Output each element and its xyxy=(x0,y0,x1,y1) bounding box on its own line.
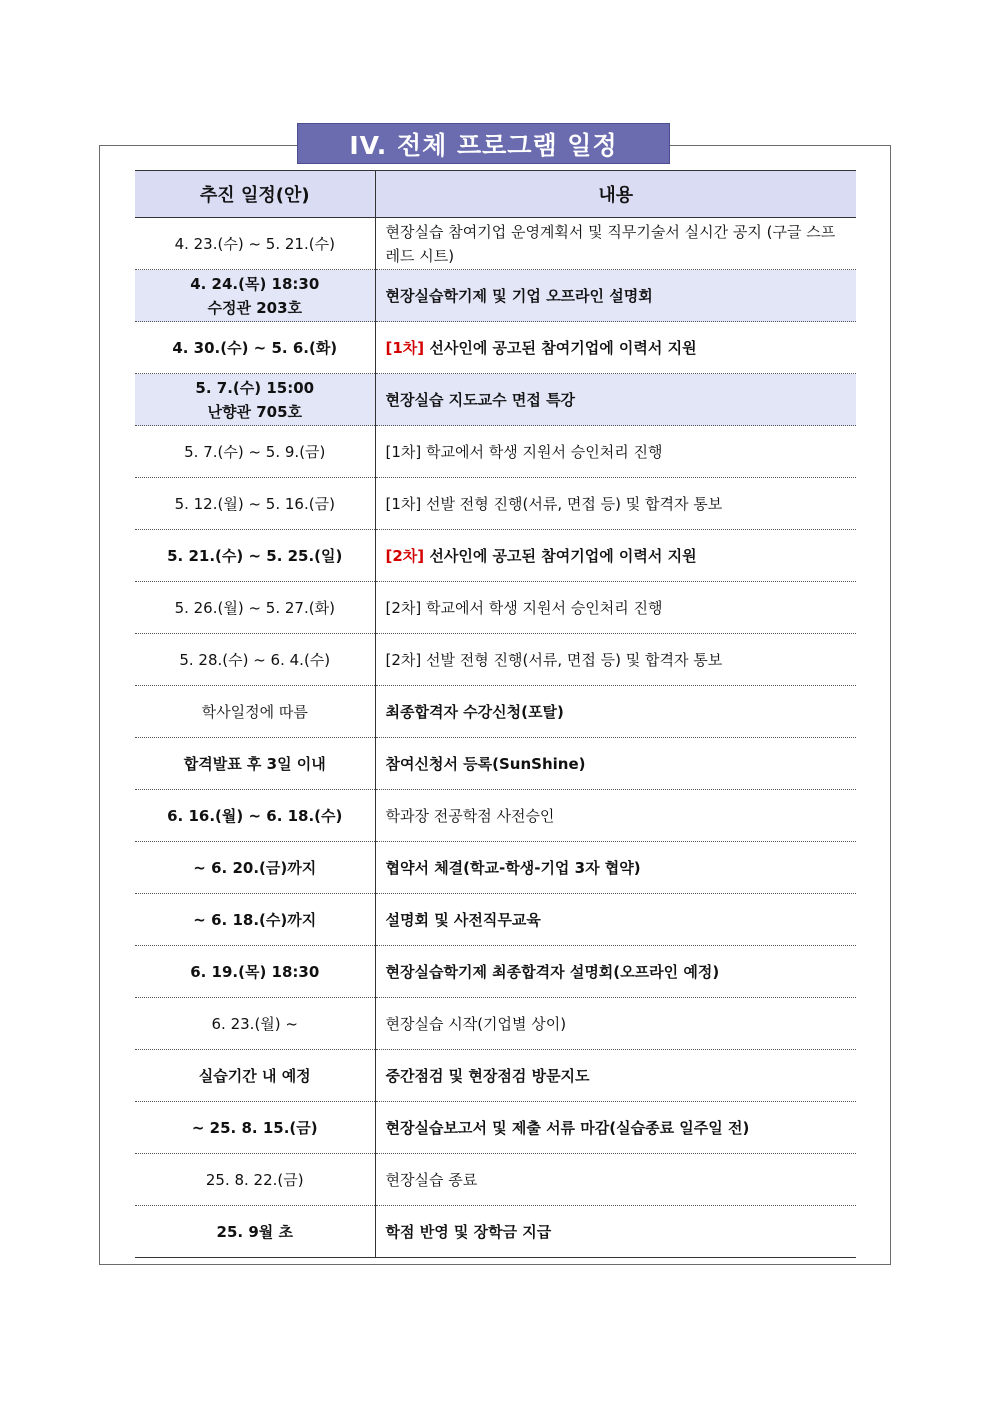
table-row xyxy=(135,582,856,634)
content-text: 현장실습 지도교수 면접 특강 xyxy=(385,390,576,409)
schedule-content xyxy=(375,478,856,530)
table-row xyxy=(135,1206,856,1258)
section-title: IV. 전체 프로그램 일정 xyxy=(297,123,670,164)
schedule-content xyxy=(375,426,856,478)
content-text: 협약서 체결(학교-학생-기업 3자 협약) xyxy=(385,858,641,877)
table-row xyxy=(135,1050,856,1102)
table-row xyxy=(135,686,856,738)
schedule-date xyxy=(135,946,375,998)
schedule-content xyxy=(375,530,856,582)
content-text: 학점 반영 및 장학금 지급 xyxy=(385,1222,552,1241)
date-line: 5. 26.(월) ~ 5. 27.(화) xyxy=(174,598,335,617)
schedule-date xyxy=(135,322,375,374)
schedule-date xyxy=(135,998,375,1050)
table-row xyxy=(135,842,856,894)
content-text: 현장실습 종료 xyxy=(385,1170,478,1189)
table-row xyxy=(135,998,856,1050)
schedule-date xyxy=(135,270,375,322)
schedule-date xyxy=(135,374,375,426)
content-text: 현장실습 참여기업 운영계획서 및 직무기술서 실시간 공지 (구글 스프레드 시트) xyxy=(385,222,836,265)
date-line: 4. 23.(수) ~ 5. 21.(수) xyxy=(174,234,335,253)
date-line: 6. 19.(목) 18:30 xyxy=(190,962,320,981)
date-line: 학사일정에 따름 xyxy=(201,702,308,721)
location-line: 난향관 705호 xyxy=(207,402,302,421)
date-line: 합격발표 후 3일 이내 xyxy=(183,754,326,773)
content-text: [1차] 학교에서 학생 지원서 승인처리 진행 xyxy=(385,442,663,461)
schedule-content xyxy=(375,582,856,634)
date-line: 실습기간 내 예정 xyxy=(198,1066,311,1085)
schedule-date xyxy=(135,842,375,894)
table-row xyxy=(135,478,856,530)
content-text: 선사인에 공고된 참여기업에 이력서 지원 xyxy=(424,546,697,565)
schedule-date xyxy=(135,1050,375,1102)
content-text: 최종합격자 수강신청(포탈) xyxy=(385,702,564,721)
date-line: 5. 21.(수) ~ 5. 25.(일) xyxy=(167,546,343,565)
schedule-content xyxy=(375,374,856,426)
table-row xyxy=(135,322,856,374)
schedule-content xyxy=(375,218,856,270)
table-row xyxy=(135,946,856,998)
table-header-row xyxy=(135,171,856,218)
content-text: 현장실습 시작(기업별 상이) xyxy=(385,1014,567,1033)
date-line: 5. 12.(월) ~ 5. 16.(금) xyxy=(174,494,335,513)
table-row xyxy=(135,270,856,322)
content-text: 중간점검 및 현장점검 방문지도 xyxy=(385,1066,590,1085)
schedule-content xyxy=(375,686,856,738)
schedule-content xyxy=(375,634,856,686)
table-row xyxy=(135,1154,856,1206)
content-text: 학과장 전공학점 사전승인 xyxy=(385,806,555,825)
date-line: ~ 6. 18.(수)까지 xyxy=(193,910,317,929)
table-row xyxy=(135,374,856,426)
schedule-content xyxy=(375,1154,856,1206)
schedule-content xyxy=(375,270,856,322)
schedule-content xyxy=(375,1206,856,1258)
date-line: 6. 16.(월) ~ 6. 18.(수) xyxy=(167,806,343,825)
date-line: ~ 25. 8. 15.(금) xyxy=(191,1118,318,1137)
table-row xyxy=(135,790,856,842)
date-line: 5. 7.(수) 15:00 xyxy=(195,378,315,397)
header-date: 추진 일정(안) xyxy=(135,171,375,218)
schedule-content xyxy=(375,322,856,374)
round-tag: [1차] xyxy=(385,338,425,357)
schedule-date xyxy=(135,478,375,530)
table-row xyxy=(135,634,856,686)
header-content: 내용 xyxy=(375,171,856,218)
schedule-date xyxy=(135,1154,375,1206)
schedule-content xyxy=(375,738,856,790)
schedule-date xyxy=(135,738,375,790)
schedule-date xyxy=(135,530,375,582)
schedule-date xyxy=(135,426,375,478)
content-text: 선사인에 공고된 참여기업에 이력서 지원 xyxy=(424,338,697,357)
schedule-date xyxy=(135,1206,375,1258)
table-row xyxy=(135,894,856,946)
schedule-date xyxy=(135,1102,375,1154)
date-line: 5. 7.(수) ~ 5. 9.(금) xyxy=(184,442,326,461)
schedule-date xyxy=(135,894,375,946)
schedule-content xyxy=(375,790,856,842)
date-line: 25. 8. 22.(금) xyxy=(205,1170,304,1189)
location-line: 수정관 203호 xyxy=(207,298,302,317)
content-text: [2차] 선발 전형 진행(서류, 면접 등) 및 합격자 통보 xyxy=(385,650,723,669)
content-text: 참여신청서 등록(SunShine) xyxy=(385,754,586,773)
schedule-date xyxy=(135,790,375,842)
schedule-date xyxy=(135,218,375,270)
content-text: 설명회 및 사전직무교육 xyxy=(385,910,541,929)
schedule-content xyxy=(375,894,856,946)
date-line: 25. 9월 초 xyxy=(216,1222,293,1241)
schedule-content xyxy=(375,842,856,894)
table-row xyxy=(135,530,856,582)
date-line: 4. 24.(목) 18:30 xyxy=(190,274,320,293)
schedule-content xyxy=(375,1050,856,1102)
table-row xyxy=(135,738,856,790)
content-text: [2차] 학교에서 학생 지원서 승인처리 진행 xyxy=(385,598,663,617)
date-line: 4. 30.(수) ~ 5. 6.(화) xyxy=(172,338,338,357)
table-row xyxy=(135,1102,856,1154)
schedule-date xyxy=(135,634,375,686)
content-text: [1차] 선발 전형 진행(서류, 면접 등) 및 합격자 통보 xyxy=(385,494,723,513)
date-line: 6. 23.(월) ~ xyxy=(211,1014,298,1033)
schedule-date xyxy=(135,686,375,738)
content-text: 현장실습학기제 및 기업 오프라인 설명회 xyxy=(385,286,653,305)
round-tag: [2차] xyxy=(385,546,425,565)
schedule-date xyxy=(135,582,375,634)
content-text: 현장실습학기제 최종합격자 설명회(오프라인 예정) xyxy=(385,962,720,981)
schedule-content xyxy=(375,946,856,998)
date-line: ~ 6. 20.(금)까지 xyxy=(193,858,317,877)
date-line: 5. 28.(수) ~ 6. 4.(수) xyxy=(179,650,331,669)
content-text: 현장실습보고서 및 제출 서류 마감(실습종료 일주일 전) xyxy=(385,1118,750,1137)
schedule-content xyxy=(375,1102,856,1154)
table-row xyxy=(135,218,856,270)
table-row xyxy=(135,426,856,478)
schedule-table xyxy=(135,170,856,1258)
schedule-content xyxy=(375,998,856,1050)
